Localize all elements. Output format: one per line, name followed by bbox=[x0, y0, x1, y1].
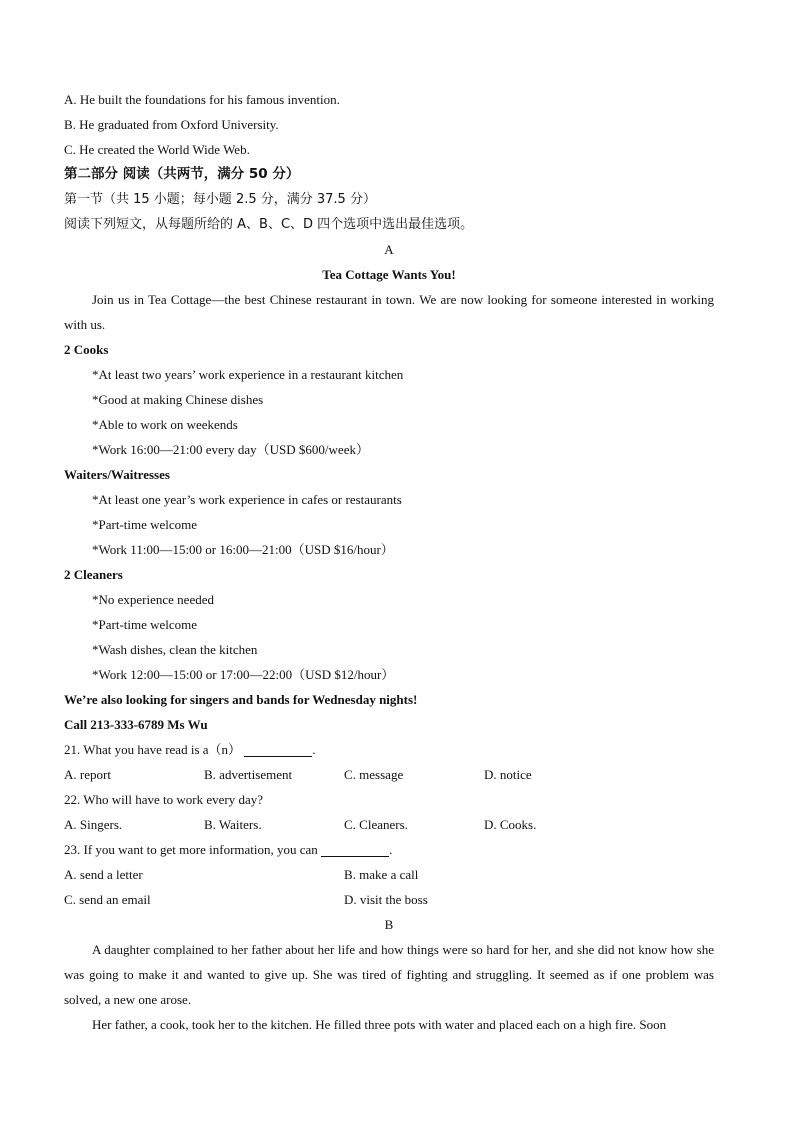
question-21 bbox=[64, 737, 714, 762]
option-b: B. Waiters. bbox=[204, 817, 262, 832]
passage-b-paragraph-2: Her father, a cook, took her to the kitchen. He filled three pots with water and placed each on a high fire. Soon bbox=[92, 1017, 667, 1032]
question-stem-end: . bbox=[312, 742, 316, 757]
option-a: A. send a letter bbox=[64, 867, 143, 882]
option-c: C. message bbox=[344, 767, 404, 782]
option-d: D. notice bbox=[484, 767, 532, 782]
option-c: C. send an email bbox=[64, 892, 151, 907]
job-title-waiters: Waiters/Waitresses bbox=[64, 467, 170, 482]
option-c: C. Cleaners. bbox=[344, 817, 408, 832]
option-a: A. Singers. bbox=[64, 817, 123, 832]
job-item: *Work 12:00—15:00 or 17:00—22:00（USD $12/hour） bbox=[92, 667, 395, 682]
option-d: D. Cooks. bbox=[484, 817, 537, 832]
job-item: *Able to work on weekends bbox=[92, 417, 238, 432]
prev-option-c: C. He created the World Wide Web. bbox=[64, 142, 250, 157]
passage-b-paragraph-1: A daughter complained to her father about her life and how things were so hard for her, and she did not know how she was going to make it and wanted to give up. She was tired of fighting and struggling. It seemed as if one problem was solved, a new one arose. bbox=[64, 942, 714, 1007]
instruction: 阅读下列短文，从每题所给的 A、B、C、D 四个选项中选出最佳选项。 bbox=[64, 217, 474, 232]
question-22-options bbox=[64, 812, 714, 837]
option-b: B. make a call bbox=[344, 867, 419, 882]
question-stem-end: . bbox=[389, 842, 393, 857]
passage-a-intro: Join us in Tea Cottage—the best Chinese restaurant in town. We are now looking for someone interested in working with us. bbox=[64, 292, 714, 332]
job-item: *Wash dishes, clean the kitchen bbox=[92, 642, 258, 657]
question-22 bbox=[64, 787, 714, 812]
job-title-cleaners: 2 Cleaners bbox=[64, 567, 123, 582]
job-item: *Part-time welcome bbox=[92, 617, 198, 632]
option-b: B. advertisement bbox=[204, 767, 293, 782]
job-title-cooks: 2 Cooks bbox=[64, 342, 109, 357]
exam-page bbox=[64, 87, 714, 1037]
subsection-heading: 第一节（共 15 小题；每小题 2.5 分，满分 37.5 分） bbox=[64, 192, 376, 207]
prev-option-a: A. He built the foundations for his famous invention. bbox=[64, 92, 340, 107]
question-23-options-row1 bbox=[64, 862, 714, 887]
passage-b-letter: B bbox=[384, 917, 394, 932]
job-item: *At least two years’ work experience in a restaurant kitchen bbox=[92, 367, 404, 382]
job-item: *Work 16:00—21:00 every day（USD $600/week） bbox=[92, 442, 369, 457]
option-a: A. report bbox=[64, 767, 111, 782]
job-item: *No experience needed bbox=[92, 592, 214, 607]
question-stem: 21. What you have read is a（n） bbox=[64, 742, 242, 757]
job-item: *Part-time welcome bbox=[92, 517, 198, 532]
contact-line: Call 213-333-6789 Ms Wu bbox=[64, 717, 208, 732]
question-stem: 23. If you want to get more information, you can bbox=[64, 842, 318, 857]
job-item: *At least one year’s work experience in cafes or restaurants bbox=[92, 492, 402, 507]
option-d: D. visit the boss bbox=[344, 892, 428, 907]
prev-option-b: B. He graduated from Oxford University. bbox=[64, 117, 279, 132]
job-item: *Work 11:00—15:00 or 16:00—21:00（USD $16/hour） bbox=[92, 542, 394, 557]
job-item: *Good at making Chinese dishes bbox=[92, 392, 264, 407]
answer-blank bbox=[321, 842, 389, 857]
question-21-options bbox=[64, 762, 714, 787]
question-23 bbox=[64, 837, 714, 862]
passage-a-letter: A bbox=[384, 242, 394, 257]
answer-blank bbox=[244, 742, 312, 757]
passage-a-title: Tea Cottage Wants You! bbox=[322, 267, 456, 282]
also-looking-note: We’re also looking for singers and bands for Wednesday nights! bbox=[64, 692, 418, 707]
question-23-options-row2 bbox=[64, 887, 714, 912]
section-heading: 第二部分 阅读（共两节，满分 50 分） bbox=[64, 166, 300, 182]
question-stem: 22. Who will have to work every day? bbox=[64, 792, 264, 807]
